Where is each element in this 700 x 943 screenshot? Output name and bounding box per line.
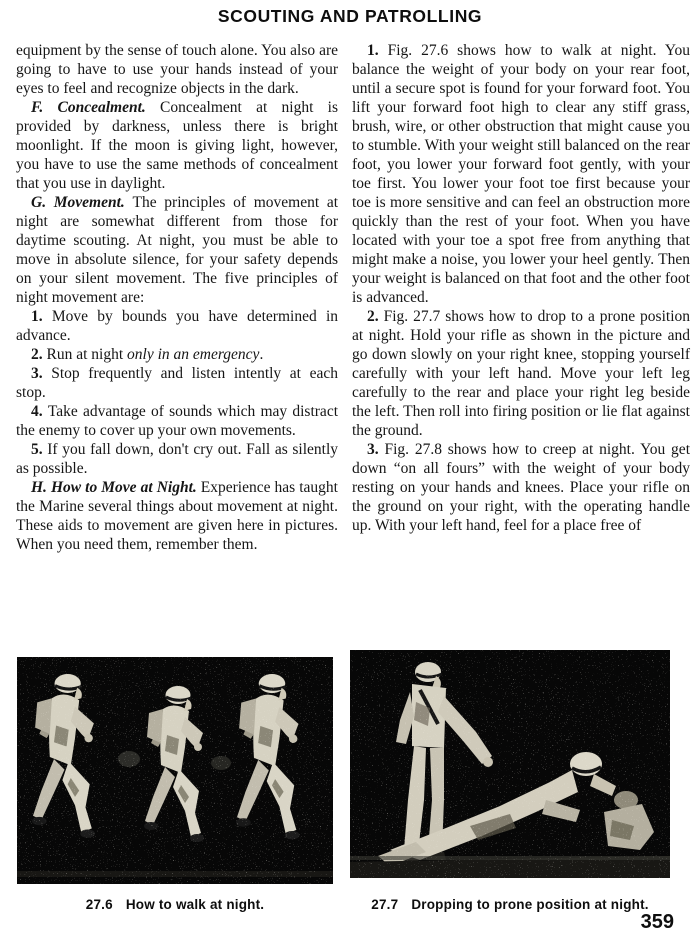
- figure-27-6-photo: [17, 657, 333, 884]
- paragraph-text: Fig. 27.8 shows how to creep at night. You get down “on all fours” with the weight of your body resting on your hands and knees. Place your rifle on the ground on your right, with the operating handle up. With your left hand, feel for a place free of: [352, 441, 690, 534]
- paragraph-text: Stop frequently and listen intently at each stop.: [16, 365, 338, 401]
- numbered-item: [352, 440, 690, 535]
- numbered-item: [352, 307, 690, 440]
- numbered-item: [16, 402, 338, 440]
- paragraph-text: If you fall down, don't cry out. Fall as silently as possible.: [16, 441, 339, 477]
- numbered-item: [16, 364, 338, 402]
- figure-number: 27.7: [371, 897, 399, 912]
- soldiers-walking-photo: [17, 657, 333, 884]
- figure-27-7-caption: [350, 897, 670, 912]
- paragraph: [16, 478, 338, 554]
- paragraph: [16, 41, 338, 98]
- figure-number: 27.6: [85, 897, 113, 912]
- page-header: SCOUTING AND PATROLLING: [217, 6, 483, 26]
- item-number: 1.: [31, 308, 43, 325]
- section-lead: G. Movement.: [31, 194, 125, 211]
- item-number: 2.: [31, 346, 43, 363]
- two-column-text: [16, 41, 690, 554]
- numbered-item: [352, 41, 690, 307]
- item-number: 3.: [31, 365, 43, 382]
- paragraph-text: Take advantage of sounds which may distract the enemy to cover up your own movements.: [16, 403, 338, 439]
- section-lead: F. Concealment.: [31, 99, 146, 116]
- item-number: 3.: [367, 441, 379, 458]
- section-lead: H. How to Move at Night.: [31, 479, 197, 496]
- figure-27-6-caption: [17, 897, 333, 912]
- paragraph: [16, 193, 338, 307]
- numbered-item: [16, 307, 338, 345]
- paragraph-text: Fig. 27.7 shows how to drop to a prone position at night. Hold your rifle as shown in the picture and go down slowly on your right knee, stopping yourself carefully with your left hand. Move your left leg carefully to the rear and place your right leg beside the left. Then roll into firing position or lie flat against the ground.: [352, 308, 691, 439]
- figure-caption-text: How to walk at night.: [125, 897, 265, 912]
- paragraph-text: Move by bounds you have determined in advance.: [16, 308, 338, 344]
- italic-phrase: only in an emergency: [127, 346, 260, 363]
- paragraph: [16, 98, 338, 193]
- paragraph-text: Fig. 27.6 shows how to walk at night. You balance the weight of your body on your rear foot, until a secure spot is found for your forward foot. You lift your forward foot high to clear any stiff grass, brush, wire, or other obstruction that might cause you to stumble. With your weight still balanced on the rear foot, you lower your forward foot gently, with your toe first. You lower your foot toe first because your toe is more sensitive and can feel an obstruction more quickly than the rest of your foot. When you have located with your toe a spot free from anything that might make a noise, you lower your heel gently. Then your weight is balanced on that foot and the other foot is advanced.: [352, 42, 690, 306]
- right-column: [352, 41, 690, 554]
- figure-caption-text: Dropping to prone position at night.: [411, 897, 649, 912]
- paragraph-text: .: [259, 346, 264, 363]
- paragraph-text: Concealment at night is provided by darkness, unless there is bright moonlight. If the moon is giving light, however, you have to use the same methods of concealment that you use in daylight.: [16, 99, 339, 192]
- figure-27-7-photo: [350, 650, 670, 878]
- item-number: 4.: [31, 403, 43, 420]
- numbered-item: [16, 345, 338, 364]
- paragraph-text: The principles of movement at night are somewhat different from those for daytime scouting. At night, you must be able to move in absolute silence, for your safety depends on your silent movement. The five principles of night movement are:: [16, 194, 339, 306]
- soldier-prone-photo: [350, 650, 670, 878]
- numbered-item: [16, 440, 338, 478]
- paragraph-text: Run at night: [46, 346, 128, 363]
- item-number: 1.: [367, 42, 379, 59]
- item-number: 5.: [31, 441, 43, 458]
- page-number: 359: [640, 911, 674, 933]
- paragraph-text: equipment by the sense of touch alone. You also are going to have to use your hands instead of your eyes to feel and recognize objects in the dark.: [16, 42, 338, 97]
- item-number: 2.: [367, 308, 379, 325]
- paragraph-text: Experience has taught the Marine several things about movement at night. These aids to movement are given here in pictures. When you need them, remember them.: [16, 479, 338, 553]
- left-column: [16, 41, 338, 554]
